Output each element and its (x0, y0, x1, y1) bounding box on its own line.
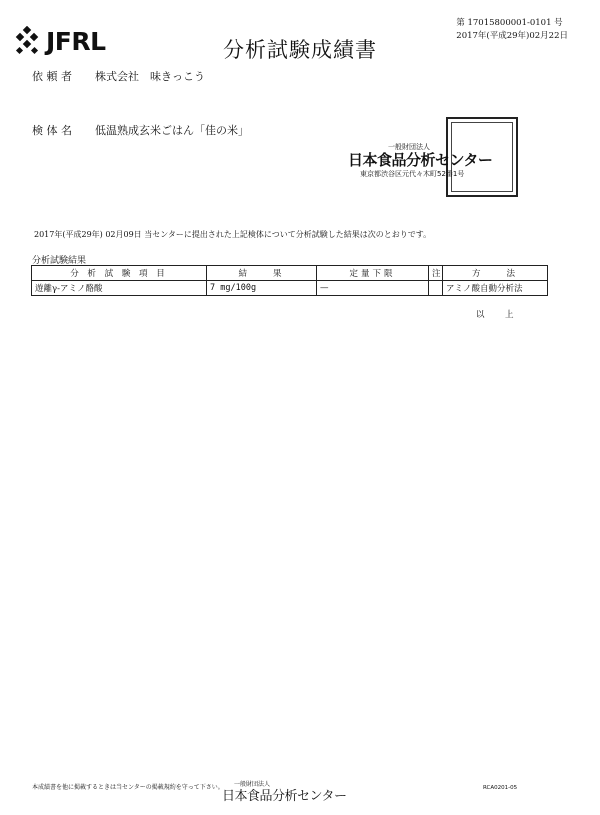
document-date: 2017年(平成29年)02月22日 (456, 31, 568, 41)
issuer-block (348, 142, 508, 179)
header-result: 結 果 (207, 266, 317, 281)
client-value: 株式会社 味きっこう (95, 70, 205, 83)
jfrl-logo (12, 24, 106, 58)
sample-label: 検 体 名 (32, 124, 72, 137)
footer-issuer (222, 779, 382, 805)
cell-limit: — (317, 281, 429, 296)
logo-text: JFRL (46, 26, 106, 56)
issuer-name: 日本食品分析センター (348, 151, 493, 169)
header-limit: 定量下限 (317, 266, 429, 281)
table-header-row (32, 266, 548, 281)
document-title: 分析試験成績書 (223, 38, 377, 62)
statement-text: 2017年(平成29年) 02月09日 当センターに提出された上記検体について分析試験した結果は次のとおりです。 (34, 230, 432, 239)
section-title: 分析試験結果 (32, 256, 87, 266)
sample-value: 低温熟成玄米ごはん「佳の米」 (95, 124, 249, 137)
document-meta (456, 17, 568, 43)
issuer-sub: 一般財団法人 (388, 143, 430, 151)
footer-issuer-name: 日本食品分析センター (222, 789, 347, 804)
results-table (31, 265, 548, 296)
table-row (32, 281, 548, 296)
header-note: 注 (429, 266, 443, 281)
cell-item: 遊離γ-アミノ酪酸 (32, 281, 207, 296)
cell-note (429, 281, 443, 296)
footer-code: RCA0201-05 (483, 785, 518, 791)
header-method: 方 法 (443, 266, 548, 281)
header-item: 分 析 試 験 項 目 (32, 266, 207, 281)
footer-note: 本成績書を他に掲載するときは当センターの掲載規約を守って下さい。 (32, 784, 224, 791)
cell-method: アミノ酸自動分析法 (443, 281, 548, 296)
jfrl-logo-icon (12, 26, 42, 56)
cell-result: 7 mg/100g (207, 281, 317, 296)
client-label: 依 頼 者 (32, 70, 72, 83)
end-mark: 以 上 (476, 310, 520, 320)
footer-issuer-sub: 一般財団法人 (234, 781, 271, 788)
issuer-address: 東京都渋谷区元代々木町52番1号 (360, 170, 465, 178)
document-number: 第 17015800001-0101 号 (456, 18, 563, 28)
